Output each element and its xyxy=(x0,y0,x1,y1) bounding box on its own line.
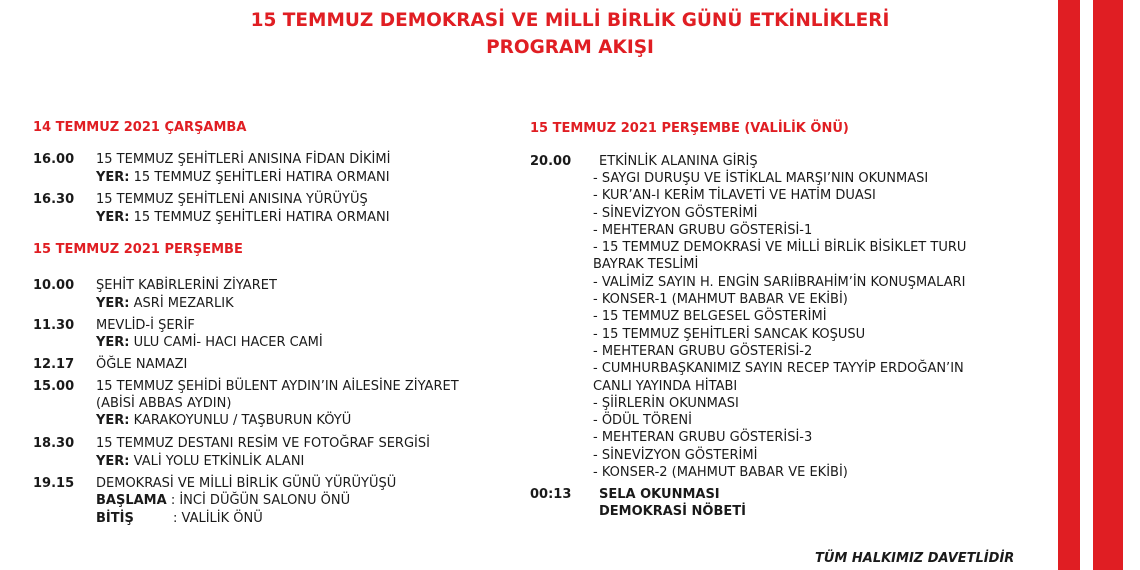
event-title: 15 TEMMUZ DESTANI RESİM VE FOTOĞRAF SERGİSİ xyxy=(96,436,430,451)
place-value: 15 TEMMUZ ŞEHİTLERİ HATIRA ORMANI xyxy=(129,210,390,225)
program-item: - ÖDÜL TÖRENİ xyxy=(593,413,692,429)
page-subtitle: PROGRAM AKIŞI xyxy=(486,37,654,58)
event-time: 12.17 xyxy=(33,357,75,372)
place-label: YER: xyxy=(96,335,130,350)
event-end xyxy=(96,511,134,526)
program-item: - MEHTERAN GRUBU GÖSTERİSİ-2 xyxy=(593,343,813,359)
place-label: YER: xyxy=(96,454,130,469)
event-title: MEVLİD-İ ŞERİF xyxy=(96,318,195,333)
event-place xyxy=(96,413,351,428)
program-item: - ŞİİRLERİN OKUNMASI xyxy=(593,395,739,411)
footer-note: TÜM HALKIMIZ DAVETLİDİR xyxy=(815,551,1015,566)
decorative-stripe xyxy=(1093,0,1123,570)
event-time: 11.30 xyxy=(33,318,75,333)
day2-date: 15 TEMMUZ 2021 PERŞEMBE xyxy=(33,242,243,257)
place-label: YER: xyxy=(96,296,130,311)
program-item: CANLI YAYINDA HİTABI xyxy=(593,378,738,394)
event-place xyxy=(96,170,390,185)
program-item: BAYRAK TESLİMİ xyxy=(593,257,699,273)
event-start xyxy=(96,493,350,508)
page-title: 15 TEMMUZ DEMOKRASİ VE MİLLİ BİRLİK GÜNÜ ETKİNLİKLERİ xyxy=(250,10,890,31)
event-time: 10.00 xyxy=(33,278,75,293)
event-title: ŞEHİT KABİRLERİNİ ZİYARET xyxy=(96,278,277,293)
event-time: 18.30 xyxy=(33,436,75,451)
program-item: - 15 TEMMUZ DEMOKRASİ VE MİLLİ BİRLİK BİSİKLET TURU xyxy=(593,240,967,256)
program-item: - 15 TEMMUZ BELGESEL GÖSTERİMİ xyxy=(593,309,827,325)
place-value: 15 TEMMUZ ŞEHİTLERİ HATIRA ORMANI xyxy=(129,170,390,185)
program-item: - CUMHURBAŞKANIMIZ SAYIN RECEP TAYYİP ERDOĞAN’IN xyxy=(593,361,964,377)
program-item: - MEHTERAN GRUBU GÖSTERİSİ-1 xyxy=(593,222,813,238)
start-label: BAŞLAMA xyxy=(96,493,167,508)
event-place xyxy=(96,210,390,225)
place-value: VALİ YOLU ETKİNLİK ALANI xyxy=(129,454,305,469)
program-item: - SİNEVİZYON GÖSTERİMİ xyxy=(593,205,758,221)
program-list xyxy=(593,170,966,481)
event-place xyxy=(96,454,304,469)
decorative-stripe xyxy=(1058,0,1080,570)
program-item: - VALİMİZ SAYIN H. ENGİN SARIİBRAHİM’İN KONUŞMALARI xyxy=(593,274,966,290)
program-item: - SİNEVİZYON GÖSTERİMİ xyxy=(593,447,758,463)
event-time: 19.15 xyxy=(33,476,75,491)
event-place xyxy=(96,335,323,350)
place-value: ULU CAMİ- HACI HACER CAMİ xyxy=(129,335,323,350)
program-item: - KONSER-2 (MAHMUT BABAR VE EKİBİ) xyxy=(593,465,848,481)
end-value: : VALİLİK ÖNÜ xyxy=(173,511,263,526)
event-title: DEMOKRASİ VE MİLLİ BİRLİK GÜNÜ YÜRÜYÜŞÜ xyxy=(96,476,397,491)
event-time: 16.30 xyxy=(33,192,75,207)
day1-date: 14 TEMMUZ 2021 ÇARŞAMBA xyxy=(33,120,247,135)
place-value: KARAKOYUNLU / TAŞBURUN KÖYÜ xyxy=(129,413,352,428)
event-title: 15 TEMMUZ ŞEHİTLERİ ANISINA FİDAN DİKİMİ xyxy=(96,152,391,167)
event-time: 15.00 xyxy=(33,379,75,394)
event-time: 00:13 xyxy=(530,487,572,502)
program-item: - MEHTERAN GRUBU GÖSTERİSİ-3 xyxy=(593,430,813,446)
event-title: 15 TEMMUZ ŞEHİDİ BÜLENT AYDIN’IN AİLESİNE ZİYARET xyxy=(96,379,459,394)
place-label: YER: xyxy=(96,170,130,185)
place-label: YER: xyxy=(96,210,130,225)
program-item: - KUR’AN-I KERİM TİLAVETİ VE HATİM DUASI xyxy=(593,188,876,204)
event-time: 20.00 xyxy=(530,154,572,169)
program-item: - SAYGI DURUŞU VE İSTİKLAL MARŞI’NIN OKUNMASI xyxy=(593,171,929,186)
start-value: : İNCİ DÜĞÜN SALONU ÖNÜ xyxy=(166,493,351,508)
event-subtitle: DEMOKRASİ NÖBETİ xyxy=(599,504,746,519)
place-label: YER: xyxy=(96,413,130,428)
event-subtitle: (ABİSİ ABBAS AYDIN) xyxy=(96,396,232,411)
event-title: SELA OKUNMASI xyxy=(599,487,720,502)
event-title: 15 TEMMUZ ŞEHİTLENİ ANISINA YÜRÜYÜŞ xyxy=(96,192,368,207)
end-label: BİTİŞ xyxy=(96,511,134,526)
place-value: ASRİ MEZARLIK xyxy=(129,296,234,311)
event-title: ETKİNLİK ALANINA GİRİŞ xyxy=(599,154,758,169)
program-item: - 15 TEMMUZ ŞEHİTLERİ SANCAK KOŞUSU xyxy=(593,326,866,342)
event-title: ÖĞLE NAMAZI xyxy=(96,357,188,372)
program-item: - KONSER-1 (MAHMUT BABAR VE EKİBİ) xyxy=(593,292,848,308)
event-place xyxy=(96,296,234,311)
right-date: 15 TEMMUZ 2021 PERŞEMBE (VALİLİK ÖNÜ) xyxy=(530,121,849,136)
event-time: 16.00 xyxy=(33,152,75,167)
